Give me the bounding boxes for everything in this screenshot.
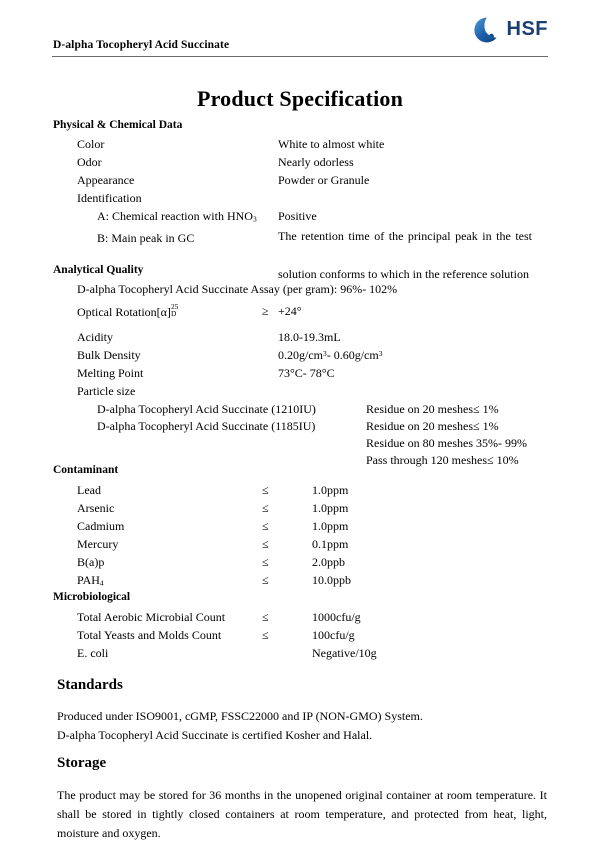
row-value-color: White to almost white — [278, 137, 385, 151]
row-value-ecoli: Negative/10g — [312, 646, 377, 660]
section-heading-storage: Storage — [57, 755, 107, 771]
bulk-density-v2-sup: 3 — [378, 348, 383, 358]
page-title: Product Specification — [196, 86, 404, 111]
row-mesh-1185iu: Residue on 20 meshes≤ 1% — [366, 419, 499, 433]
row-label-arsenic: Arsenic — [77, 501, 115, 515]
section-heading-physical: Physical & Chemical Data — [53, 119, 183, 131]
row-label-bap: B(a)p — [77, 555, 105, 569]
row-label-mercury: Mercury — [77, 537, 119, 551]
row-label-lead: Lead — [77, 483, 101, 497]
row-value-optical-rotation: +24° — [278, 304, 302, 318]
row-op-mercury: ≤ — [262, 537, 269, 551]
bulk-density-v1: 0.20g/cm — [278, 348, 323, 362]
pah4-subscript: 4 — [99, 578, 104, 588]
row-op-cadmium: ≤ — [262, 519, 269, 533]
row-op-aerobic-count: ≤ — [262, 610, 269, 624]
section-heading-standards: Standards — [57, 677, 123, 693]
hsf-logo-text: HSF — [506, 18, 548, 40]
row-value-pah4: 10.0ppb — [312, 573, 351, 587]
row-label-cadmium: Cadmium — [77, 519, 125, 533]
row-op-yeasts-molds: ≤ — [262, 628, 269, 642]
identification-a-subscript: 3 — [252, 214, 257, 224]
row-value-cadmium: 1.0ppm — [312, 519, 349, 533]
row-mesh-1210iu: Residue on 20 meshes≤ 1% — [366, 402, 499, 416]
row-value-bulk-density — [278, 348, 382, 363]
row-op-pah4: ≤ — [262, 573, 269, 587]
row-label-odor: Odor — [77, 155, 102, 169]
section-heading-contaminant: Contaminant — [53, 464, 119, 476]
row-op-arsenic: ≤ — [262, 501, 269, 515]
row-label-identification-b: B: Main peak in GC — [97, 231, 195, 245]
storage-paragraph: The product may be stored for 36 months in the unopened original container at room temperature. It shall be stored in tightly closed containers at room temperature, and protected from heat, light, moisture and oxygen. — [57, 788, 547, 840]
row-mesh-80: Residue on 80 meshes 35%- 99% — [366, 436, 527, 450]
row-label-yeasts-molds: Total Yeasts and Molds Count — [77, 628, 222, 642]
optical-rotation-text: Optical Rotation[α] — [77, 304, 171, 319]
section-heading-microbiological: Microbiological — [53, 591, 131, 603]
row-label-pah4 — [77, 573, 104, 588]
row-op-optical-rotation: ≥ — [262, 304, 269, 318]
row-op-lead: ≤ — [262, 483, 269, 497]
row-value-yeasts-molds: 100cfu/g — [312, 628, 355, 642]
row-value-arsenic: 1.0ppm — [312, 501, 349, 515]
header-product-name: D-alpha Tocopheryl Acid Succinate — [53, 39, 230, 51]
identification-a-text: A: Chemical reaction with HNO — [97, 209, 253, 223]
row-op-bap: ≤ — [262, 555, 269, 569]
row-assay: D-alpha Tocopheryl Acid Succinate Assay (per gram): 96%- 102% — [77, 282, 398, 296]
row-label-particle-1210iu: D-alpha Tocopheryl Acid Succinate (1210IU) — [97, 402, 316, 416]
row-label-optical-rotation — [77, 304, 178, 320]
optical-rotation-sub: D — [170, 309, 177, 319]
row-value-aerobic-count: 1000cfu/g — [312, 610, 361, 624]
row-label-identification-a — [97, 209, 257, 224]
bulk-density-v1-sup: 3 — [323, 348, 327, 358]
standards-line2: D-alpha Tocopheryl Acid Succinate is certified Kosher and Halal. — [57, 728, 373, 742]
row-label-melting-point: Melting Point — [77, 366, 144, 380]
row-label-acidity: Acidity — [77, 330, 113, 344]
page-header — [0, 0, 600, 64]
standards-text — [57, 707, 547, 745]
row-value-identification-b — [278, 227, 532, 284]
row-label-appearance: Appearance — [77, 173, 135, 187]
row-label-particle-1185iu: D-alpha Tocopheryl Acid Succinate (1185IU) — [97, 419, 316, 433]
hsf-logo — [473, 16, 549, 44]
hsf-swirl-icon — [473, 16, 501, 44]
row-label-color: Color — [77, 137, 105, 151]
row-value-identification-a: Positive — [278, 209, 317, 223]
row-mesh-120: Pass through 120 meshes≤ 10% — [366, 453, 519, 467]
row-value-lead: 1.0ppm — [312, 483, 349, 497]
section-heading-analytical: Analytical Quality — [53, 264, 144, 276]
row-value-odor: Nearly odorless — [278, 155, 354, 169]
standards-line1: Produced under ISO9001, cGMP, FSSC22000 and IP (NON-GMO) System. — [57, 709, 423, 723]
optical-rotation-conditions — [171, 303, 178, 318]
row-value-appearance: Powder or Granule — [278, 173, 370, 187]
optical-rotation-sup: 25 — [170, 302, 179, 312]
pah4-text: PAH — [77, 573, 100, 587]
row-label-ecoli: E. coli — [77, 646, 109, 660]
row-label-identification: Identification — [77, 191, 142, 205]
identification-b-line1: The retention time of the principal peak in the test — [278, 229, 532, 243]
identification-b-line2: solution conforms to which in the reference solution — [278, 267, 529, 281]
header-divider — [52, 56, 548, 57]
bulk-density-mid: - 0.60g/cm — [326, 348, 379, 362]
row-label-bulk-density: Bulk Density — [77, 348, 141, 362]
row-value-mercury: 0.1ppm — [312, 537, 349, 551]
row-label-particle-size: Particle size — [77, 384, 136, 398]
row-value-bap: 2.0ppb — [312, 555, 345, 569]
row-value-acidity: 18.0-19.3mL — [278, 330, 341, 344]
row-label-aerobic-count: Total Aerobic Microbial Count — [77, 610, 226, 624]
row-value-melting-point: 73°C- 78°C — [278, 366, 335, 380]
